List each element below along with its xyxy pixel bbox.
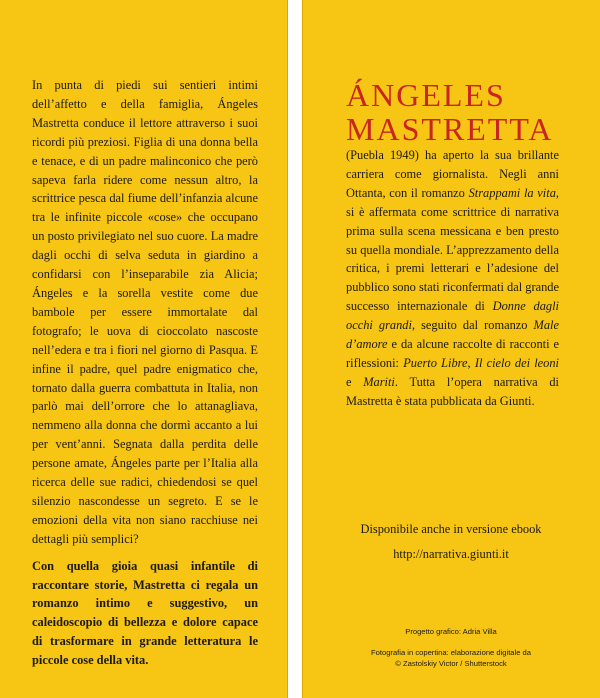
ebook-note: Disponibile anche in versione ebook	[360, 522, 542, 536]
left-flap	[0, 0, 288, 698]
bio-text: (Puebla 1949) ha aperto la sua brillante carriera come giornalista. Negli anni Ottanta, con il romanzo	[346, 148, 559, 200]
cover-photo-credit	[302, 647, 600, 669]
book-title: Mariti	[363, 374, 395, 389]
book-title: Il cielo dei leoni	[474, 355, 559, 370]
synopsis-paragraph: In punta di piedi sui sentieri intimi dell’affetto e della famiglia, Ángeles Mastretta conduce il lettore attraverso i suoi ricordi più preziosi. Figlia di una donna bella e tenace, e di un padre malinconico che però sapeva farla ridere come nessun altro, la scrittrice pesca dal fiume dell’infanzia alcune tra le infinite piccole «cose» che occupano un posto privilegiato nel suo cuore. La madre dagli occhi di selva seduta in giardino a confidarsi con l’inseparabile zia Alicia; Ángeles e la sorella vestite come due bambole per essere immortalate dal fotografo; le uova di cioccolato nascoste nell’edera e tra i fiori nel giorno di Pasqua. E infine il padre, quel padre enigmatico che, tornato dalla guerra combattuta in Italia, non parlò mai dell’orrore che lo attanagliava, nemmeno alla donna che dormì accanto a lui per vent’anni. Segnata dalla perdita delle persone amate, Ángeles parte per l’Italia alla ricerca delle sue radici, chiedendosi se quel silenzio nascondesse un segreto. E se le emozioni della vita non siano racchiuse nei dettagli più semplici?	[32, 78, 258, 546]
publisher-url[interactable]: http://narrativa.giunti.it	[393, 547, 509, 561]
cover-photo-copyright: © Zastolskiy Victor / Shutterstock	[395, 659, 507, 668]
author-last-name: MASTRETTA	[346, 111, 554, 147]
graphic-design-credit: Progetto grafico: Adria Villa	[405, 627, 497, 636]
bio-text: , si è affermata come scrittrice di narrativa prima sulla scena messicana e ben presto su quella mondiale. L’apprezzamento della critica, i premi letterari e l’adesione del pubblico sono stati riconfermati dal grande successo internazionale di	[346, 185, 559, 314]
cover-photo-credit-line: Fotografia in copertina: elaborazione digitale da	[371, 648, 531, 657]
author-bio	[346, 146, 559, 411]
author-first-name: ÁNGELES	[346, 77, 506, 113]
bio-text: . Tutta l’opera narrativa di Mastretta è stata pubblicata da Giunti.	[346, 374, 559, 408]
book-title: Male d’amore	[346, 318, 559, 352]
bio-text: e da alcune raccolte di racconti e riflessioni:	[346, 337, 559, 370]
book-title: Puerto Libre	[403, 355, 468, 370]
bio-text: ,	[467, 355, 475, 370]
author-bio-paragraph	[346, 146, 559, 411]
synopsis-closing-paragraph: Con quella gioia quasi infantile di raccontare storie, Mastretta ci regala un romanzo intimo e suggestivo, un caleidoscopio di bellezza e dolore capace di trasformare in grande letteratura le piccole cose della vita.	[32, 558, 258, 668]
book-title: Strappami la vita	[468, 185, 556, 200]
author-name	[346, 78, 553, 146]
bio-text: , seguito dal romanzo	[411, 318, 534, 333]
bio-text: e	[346, 374, 364, 389]
book-title: Donne dagli occhi grandi	[346, 299, 559, 333]
synopsis	[32, 76, 258, 670]
